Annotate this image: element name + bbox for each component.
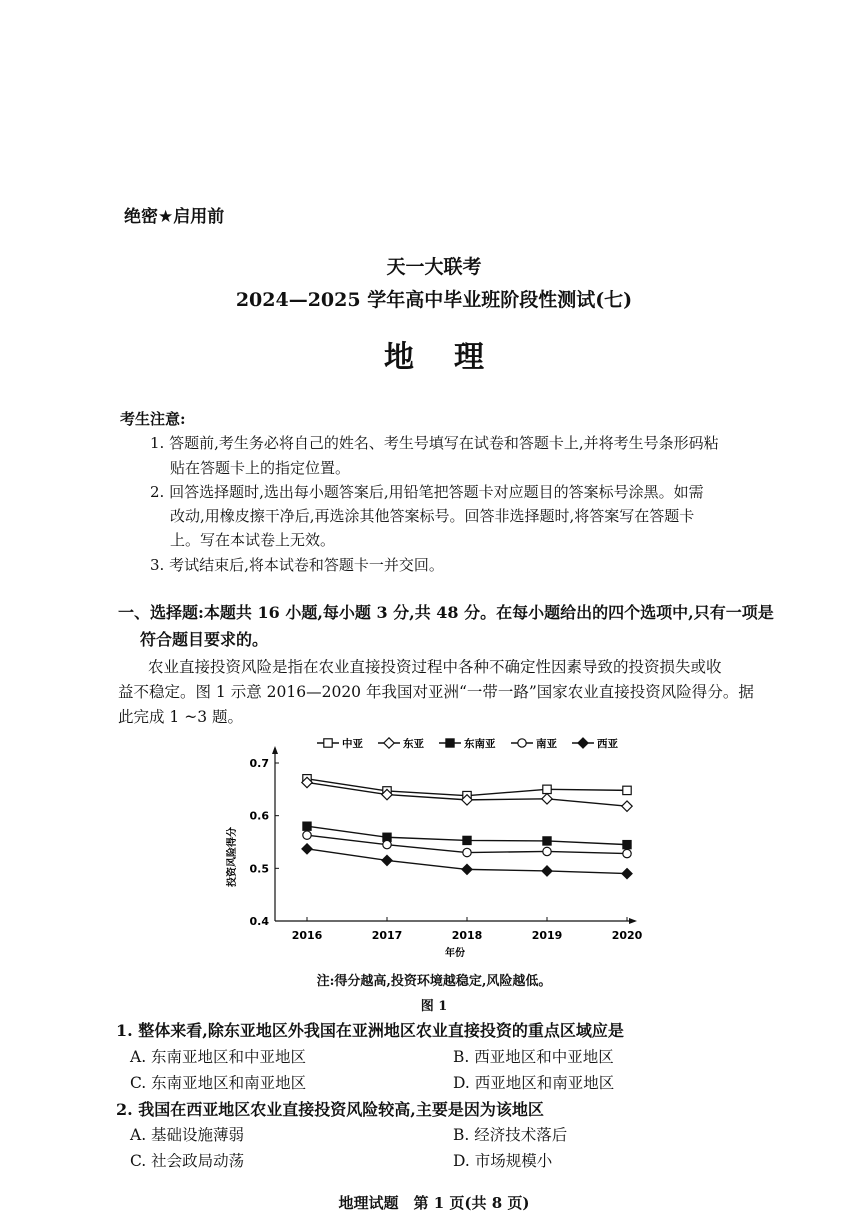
legend-marker: [446, 739, 454, 747]
series-1: [302, 777, 632, 811]
legend-label: 南亚: [536, 738, 557, 750]
x-tick-label: 2018: [451, 929, 483, 942]
legend-marker: [324, 739, 332, 747]
legend-item: [439, 737, 496, 750]
page-footer: 地理试题 第 1 页(共 8 页): [338, 1194, 530, 1212]
x-tick-label: 2020: [611, 929, 643, 942]
y-tick-label: 0.7: [249, 757, 269, 770]
confidential-mark: 绝密★启用前: [124, 207, 225, 227]
question-stem: 2. 我国在西亚地区农业直接投资风险较高,主要是因为该地区: [116, 1100, 544, 1119]
data-point: [303, 822, 311, 830]
data-point: [462, 864, 472, 874]
legend-label: 西亚: [597, 738, 618, 750]
y-axis-label: 投资风险得分: [227, 827, 238, 887]
legend-label: 中亚: [342, 738, 363, 750]
intro-line: 农业直接投资风险是指在农业直接投资过程中各种不确定性因素导致的投资损失或收: [148, 658, 722, 676]
data-point: [302, 844, 312, 854]
legend-marker: [384, 738, 394, 748]
exam-organizer: 天一大联考: [386, 256, 482, 278]
legend-item: [572, 737, 618, 750]
y-tick-label: 0.6: [249, 809, 269, 823]
option-2b: B. 经济技术落后: [453, 1126, 568, 1144]
series-2: [303, 822, 631, 849]
risk-score-line-chart: [215, 728, 655, 963]
x-tick-label: 2017: [371, 929, 403, 942]
x-tick-label: 2019: [531, 929, 563, 942]
note-line: 2. 回答选择题时,选出每小题答案后,用铅笔把答题卡对应题目的答案标号涂黑。如需: [150, 483, 704, 501]
option-2a: A. 基础设施薄弱: [130, 1126, 245, 1144]
data-point: [543, 837, 551, 845]
x-axis-arrow: [629, 918, 637, 924]
notes-heading: 考生注意:: [120, 410, 186, 428]
data-point: [382, 855, 392, 865]
option-1b: B. 西亚地区和中亚地区: [453, 1048, 614, 1066]
data-point: [543, 847, 551, 855]
y-axis-arrow: [272, 746, 278, 754]
option-1d: D. 西亚地区和南亚地区: [453, 1074, 615, 1092]
chart-series: [302, 775, 632, 879]
data-point: [622, 801, 632, 811]
legend-marker: [578, 738, 588, 748]
data-point: [463, 836, 471, 844]
data-point: [542, 866, 552, 876]
x-tick-label: 2016: [291, 929, 323, 942]
legend-label: 东亚: [403, 738, 424, 750]
question-stem: 1. 整体来看,除东亚地区外我国在亚洲地区农业直接投资的重点区域应是: [116, 1021, 624, 1040]
data-point: [623, 840, 631, 848]
legend-item: [511, 737, 557, 750]
option-2c: C. 社会政局动荡: [130, 1152, 245, 1170]
note-line: 1. 答题前,考生务必将自己的姓名、考生号填写在试卷和答题卡上,并将考生号条形码粘: [150, 434, 719, 452]
note-line: 贴在答题卡上的指定位置。: [170, 459, 351, 477]
legend-marker: [518, 739, 526, 747]
data-point: [623, 786, 631, 794]
y-tick-label: 0.4: [249, 915, 269, 928]
note-line: 3. 考试结束后,将本试卷和答题卡一并交回。: [150, 556, 444, 574]
data-point: [463, 848, 471, 856]
section-title-cont: 符合题目要求的。: [140, 630, 269, 649]
data-point: [623, 849, 631, 857]
section-title: 一、选择题:本题共 16 小题,每小题 3 分,共 48 分。在每小题给出的四个选项中,只有一项是: [118, 603, 774, 622]
legend-item: [378, 737, 424, 750]
note-line: 上。写在本试卷上无效。: [170, 531, 336, 549]
legend-label: 东南亚: [464, 738, 496, 750]
legend-item: [317, 737, 363, 750]
data-point: [542, 794, 552, 804]
option-2d: D. 市场规模小: [453, 1152, 553, 1170]
option-1c: C. 东南亚地区和南亚地区: [130, 1074, 307, 1092]
option-1a: A. 东南亚地区和中亚地区: [130, 1048, 307, 1066]
y-tick-label: 0.5: [249, 862, 269, 876]
data-point: [383, 840, 391, 848]
chart-caption: 图 1: [420, 999, 448, 1014]
data-point: [303, 831, 311, 839]
exam-title: 2024—2025 学年高中毕业班阶段性测试(七): [235, 289, 633, 311]
intro-line: 此完成 1 ~3 题。: [118, 708, 243, 726]
intro-line: 益不稳定。图 1 示意 2016—2020 年我国对亚洲“一带一路”国家农业直接投资风险得分。据: [118, 683, 754, 701]
chart-note: 注:得分越高,投资环境越稳定,风险越低。: [316, 974, 552, 989]
chart-legend: [317, 737, 618, 750]
data-point: [622, 868, 632, 878]
data-point: [543, 785, 551, 793]
note-line: 改动,用橡皮擦干净后,再选涂其他答案标号。回答非选择题时,将答案写在答题卡: [170, 507, 695, 525]
x-axis-label: 年份: [445, 948, 465, 959]
subject-title: 地理: [384, 340, 524, 375]
